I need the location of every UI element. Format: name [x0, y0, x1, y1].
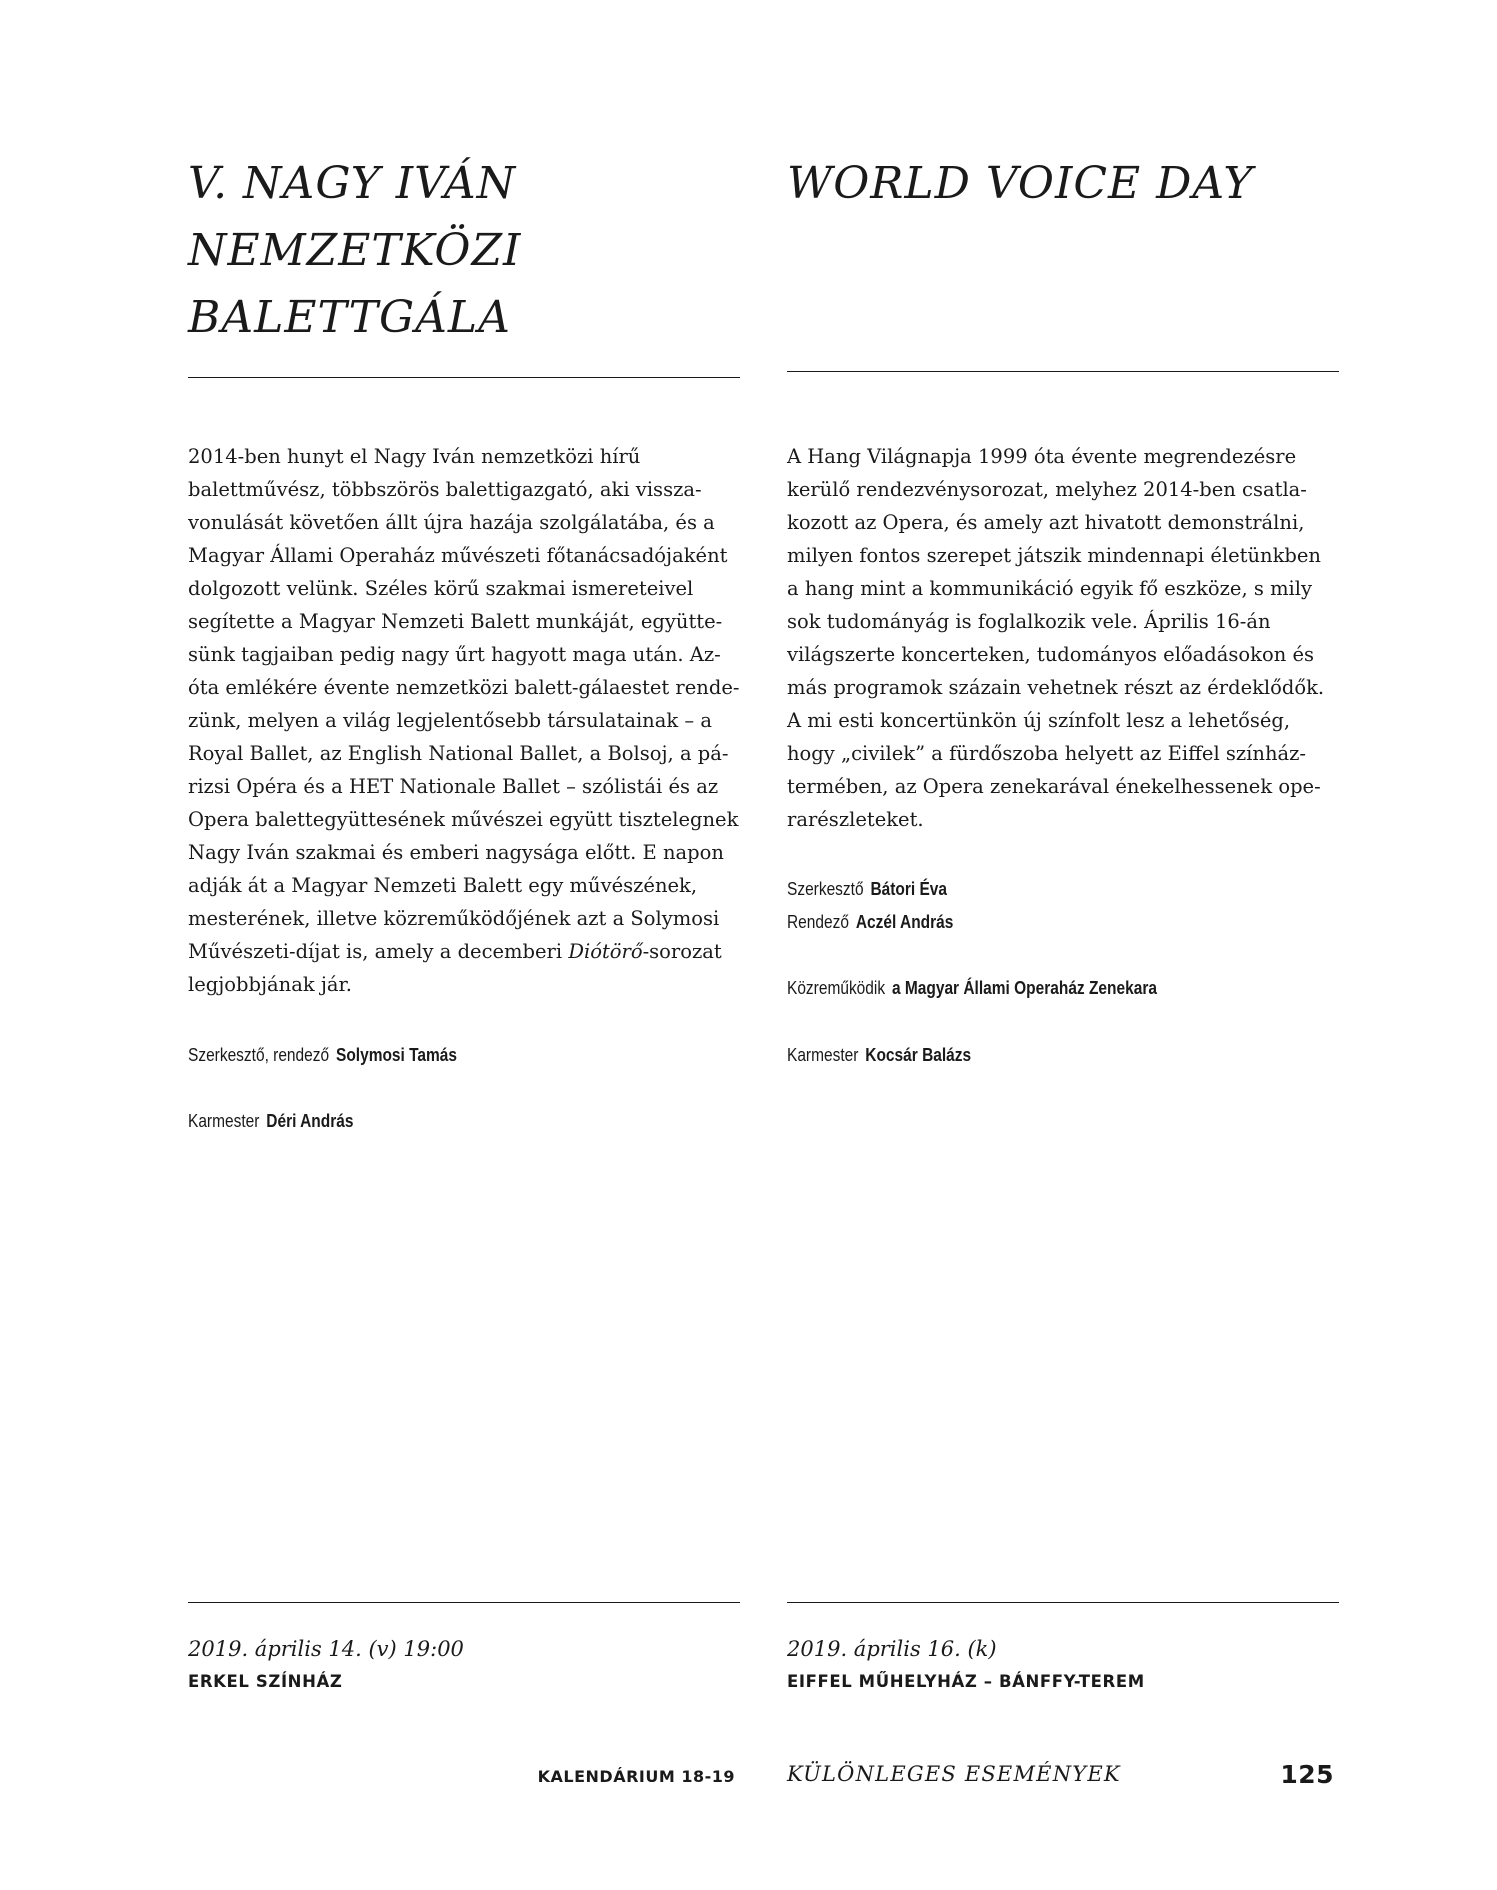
- text-line: kozott az Opera, és amely azt hivatott demonstrálni,: [787, 511, 1305, 534]
- left-event-date: 2019. április 14. (v) 19:00: [188, 1637, 464, 1661]
- publication-name: KALENDÁRIUM 18-19: [537, 1767, 735, 1786]
- work-title-italic: Diótörő: [568, 940, 643, 963]
- credit-role: Szerkesztő, rendező: [188, 1045, 330, 1065]
- text-line: balettművész, többszörös balettigazgató, aki vissza-: [188, 478, 702, 501]
- text-line: adják át a Magyar Nemzeti Balett egy művészének,: [188, 874, 698, 897]
- credit-role: Karmester: [787, 1045, 859, 1065]
- text-segment: -sorozat: [642, 940, 722, 963]
- text-line: hogy „civilek” a fürdőszoba helyett az Eiffel színház-: [787, 742, 1307, 765]
- left-event-venue: ERKEL SZÍNHÁZ: [188, 1672, 343, 1691]
- text-line: sok tudományág is foglalkozik vele. Április 16-án: [787, 610, 1271, 633]
- credit-role: Közreműködik: [787, 978, 886, 998]
- text-line: a hang mint a kommunikáció egyik fő eszköze, s mily: [787, 577, 1313, 600]
- left-event-title: [188, 150, 748, 351]
- text-line: Magyar Állami Operaház művészeti főtanácsadójaként: [188, 544, 728, 567]
- right-event-title: [787, 150, 1347, 217]
- text-line: világszerte koncerteken, tudományos előadásokon és: [787, 643, 1315, 666]
- credit-editor: [787, 877, 947, 901]
- credit-name: Aczél András: [855, 912, 954, 932]
- credit-editor-director: [188, 1043, 457, 1067]
- left-title-divider: [188, 377, 740, 378]
- text-line: rizsi Opéra és a HET Nationale Ballet – szólistái és az: [188, 775, 719, 798]
- credit-conductor: [188, 1109, 353, 1133]
- credit-name: Bátori Éva: [870, 879, 948, 899]
- right-footer-divider: [787, 1602, 1339, 1603]
- right-event-description: [787, 440, 1339, 836]
- right-event-venue: EIFFEL MŰHELYHÁZ – BÁNFFY-TEREM: [787, 1672, 1145, 1691]
- right-title-line: WORLD VOICE DAY: [787, 158, 1254, 209]
- text-line: milyen fontos szerepet játszik mindennapi életünkben: [787, 544, 1321, 567]
- text-line: zünk, melyen a világ legjelentősebb társulatainak – a: [188, 709, 712, 732]
- text-line: Royal Ballet, az English National Ballet, a Bolsoj, a pá-: [188, 742, 729, 765]
- left-footer-divider: [188, 1602, 740, 1603]
- text-line: Nagy Iván szakmai és emberi nagysága előtt. E napon: [188, 841, 724, 864]
- credit-role: Szerkesztő: [787, 879, 864, 899]
- text-line: sünk tagjaiban pedig nagy űrt hagyott maga után. Az-: [188, 643, 721, 666]
- credit-name: Solymosi Tamás: [336, 1045, 458, 1065]
- text-line: mesterének, illetve közreműködőjének azt a Solymosi: [188, 907, 720, 930]
- text-line: dolgozott velünk. Széles körű szakmai ismereteivel: [188, 577, 694, 600]
- text-line: Opera balettegyüttesének művészei együtt tisztelegnek: [188, 808, 739, 831]
- text-segment: Művészeti-díjat is, amely a decemberi: [188, 940, 569, 963]
- credit-name: Déri András: [266, 1111, 354, 1131]
- text-line: kerülő rendezvénysorozat, melyhez 2014-ben csatla-: [787, 478, 1307, 501]
- credit-director: [787, 910, 953, 934]
- section-name: KÜLÖNLEGES ESEMÉNYEK: [787, 1762, 1121, 1786]
- credit-name: Kocsár Balázs: [865, 1045, 972, 1065]
- right-title-divider: [787, 371, 1339, 372]
- text-line: segítette a Magyar Nemzeti Balett munkáját, együtte-: [188, 610, 723, 633]
- left-title-line: V. NAGY IVÁN: [188, 158, 517, 209]
- text-line: rarészleteket.: [787, 808, 924, 831]
- credit-role: Rendező: [787, 912, 849, 932]
- page-number: 125: [1280, 1760, 1334, 1789]
- left-title-line: BALETTGÁLA: [188, 292, 511, 343]
- text-line: vonulását követően állt újra hazája szolgálatába, és a: [188, 511, 715, 534]
- credit-conductor: [787, 1043, 971, 1067]
- left-event-description: [188, 440, 740, 1001]
- credit-participant: [787, 976, 1157, 1000]
- text-line: más programok százain vehetnek részt az érdeklődők.: [787, 676, 1325, 699]
- text-line: [188, 935, 740, 968]
- text-line: termében, az Opera zenekarával énekelhessenek ope-: [787, 775, 1321, 798]
- text-line: legjobbjának jár.: [188, 973, 352, 996]
- credit-role: Karmester: [188, 1111, 260, 1131]
- right-event-date: 2019. április 16. (k): [787, 1637, 997, 1661]
- left-title-line: NEMZETKÖZI: [188, 225, 522, 276]
- text-line: A Hang Világnapja 1999 óta évente megrendezésre: [787, 445, 1297, 468]
- text-line: óta emlékére évente nemzetközi balett-gálaestet rende-: [188, 676, 740, 699]
- credit-name: a Magyar Állami Operaház Zenekara: [891, 978, 1157, 998]
- text-line: A mi esti koncertünkön új színfolt lesz a lehetőség,: [787, 709, 1291, 732]
- text-line: 2014-ben hunyt el Nagy Iván nemzetközi hírű: [188, 445, 641, 468]
